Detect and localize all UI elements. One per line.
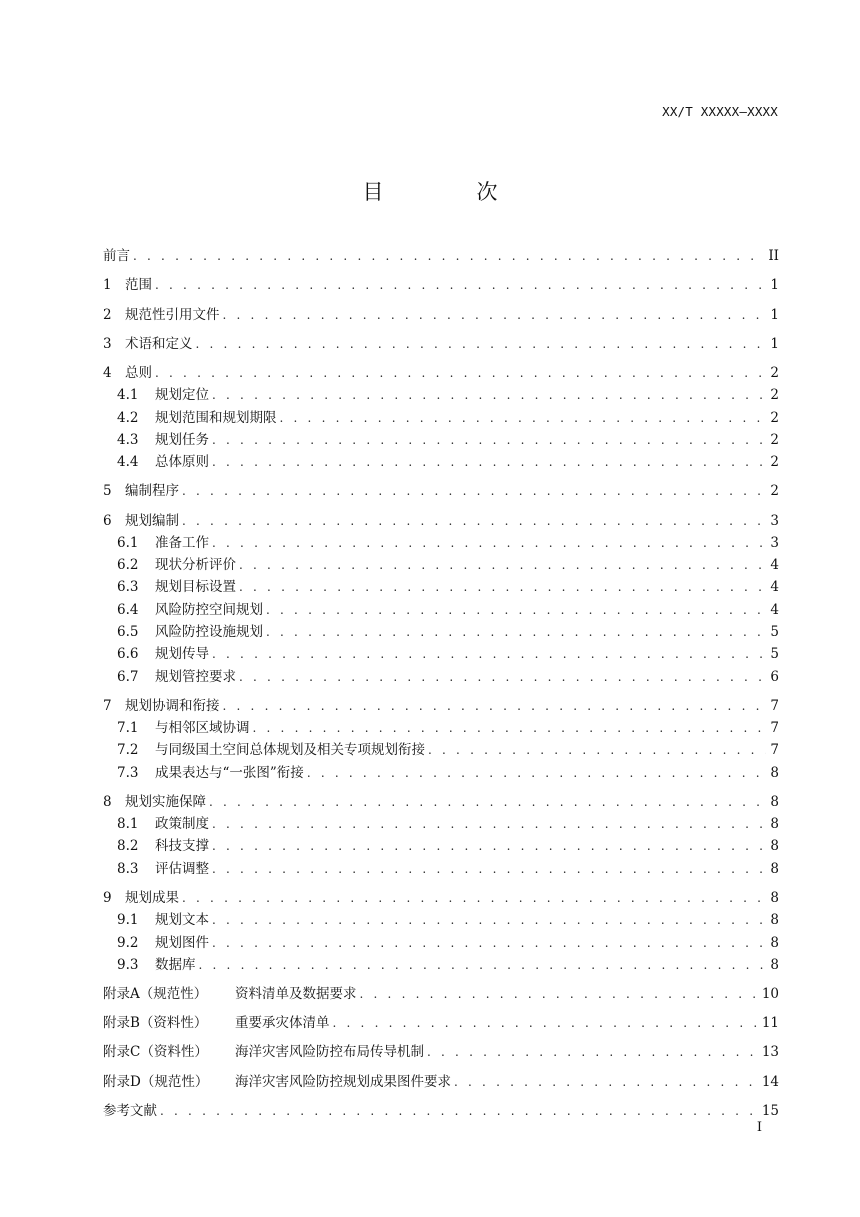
toc-entry-label: 规划定位 bbox=[155, 387, 209, 404]
toc-leader-dots bbox=[212, 431, 766, 449]
toc-entry-label: 范围 bbox=[125, 277, 152, 294]
toc-entry-page: 3 bbox=[770, 512, 779, 529]
toc-entry-label: 规划范围和规划期限 bbox=[155, 409, 277, 426]
toc-entry-page: 8 bbox=[770, 860, 779, 877]
toc-leader-dots bbox=[133, 247, 765, 265]
toc-entry-label: 风险防控空间规划 bbox=[155, 601, 263, 618]
toc-entry-label: 资料清单及数据要求 bbox=[235, 986, 357, 1002]
toc-entry-number: 6.2 bbox=[117, 557, 139, 574]
toc-leader-dots bbox=[239, 556, 766, 574]
toc-entry-number: 9 bbox=[103, 889, 112, 906]
toc-entry[interactable] bbox=[103, 294, 779, 323]
toc-entry-page: 8 bbox=[770, 956, 779, 973]
toc-entry-number: 4.1 bbox=[117, 387, 139, 404]
toc-entry-label: 规划成果 bbox=[125, 889, 179, 906]
toc-entry-number: 1 bbox=[103, 277, 112, 294]
toc-leader-dots bbox=[212, 911, 766, 929]
page-number: I bbox=[756, 1120, 762, 1135]
toc-entry-label: 规划任务 bbox=[155, 431, 209, 448]
toc-entry-page: 5 bbox=[770, 646, 779, 663]
toc-entry-page: 7 bbox=[770, 720, 779, 737]
toc-entry[interactable] bbox=[103, 596, 779, 618]
toc-entry-page: 11 bbox=[761, 1015, 779, 1032]
toc-entry-number: 6.6 bbox=[117, 646, 139, 663]
toc-leader-dots bbox=[239, 668, 766, 686]
toc-entry-label: 评估调整 bbox=[155, 860, 209, 877]
toc-entry[interactable] bbox=[103, 759, 779, 781]
toc-entry-label: 重要承灾体清单 bbox=[235, 1015, 330, 1032]
toc-entry[interactable] bbox=[103, 833, 779, 855]
toc-entry-number: 6.5 bbox=[117, 623, 139, 640]
toc-entry-label: 总体原则 bbox=[155, 454, 209, 471]
toc-entry[interactable] bbox=[103, 619, 779, 641]
toc-entry-page: 2 bbox=[770, 364, 779, 381]
toc-entry-number: 6.1 bbox=[117, 534, 139, 551]
toc-leader-dots bbox=[212, 453, 766, 471]
standard-code: XX/T XXXXX—XXXX bbox=[662, 104, 778, 119]
toc-entry-number: 8.1 bbox=[117, 816, 139, 833]
toc-entry-page: 1 bbox=[770, 335, 779, 352]
toc-leader-dots bbox=[212, 386, 766, 404]
toc-entry-page: 5 bbox=[770, 623, 779, 640]
toc-entry-label: 规划协调和衔接 bbox=[125, 697, 220, 714]
toc-entry[interactable] bbox=[103, 663, 779, 685]
toc-entry-number: 9.1 bbox=[117, 912, 139, 929]
toc-entry[interactable] bbox=[103, 811, 779, 833]
toc-entry-label: 规划目标设置 bbox=[155, 579, 236, 596]
toc-leader-dots bbox=[223, 697, 767, 715]
toc-entry-page: 4 bbox=[770, 601, 779, 618]
toc-entry-number: 7.3 bbox=[117, 764, 139, 781]
toc-entry-label: 编制程序 bbox=[125, 483, 179, 500]
toc-entry-label: 规划编制 bbox=[125, 512, 179, 529]
toc-entry[interactable] bbox=[103, 471, 779, 500]
toc-entry-page: 4 bbox=[770, 557, 779, 574]
toc-entry-page: 10 bbox=[761, 986, 779, 1002]
toc-entry[interactable] bbox=[103, 686, 779, 715]
toc-entry[interactable] bbox=[103, 552, 779, 574]
toc-entry-page: 8 bbox=[770, 889, 779, 906]
toc-leader-dots bbox=[360, 985, 759, 1003]
toc-leader-dots bbox=[223, 306, 767, 324]
toc-entry-label: 成果表达与“一张图”衔接 bbox=[155, 764, 304, 781]
toc-leader-dots bbox=[239, 578, 766, 596]
toc-entry-label: 规划文本 bbox=[155, 912, 209, 929]
toc-leader-dots bbox=[196, 335, 767, 353]
toc-leader-dots bbox=[307, 764, 766, 782]
toc-entry[interactable] bbox=[103, 1003, 779, 1032]
toc-entry-number: 8 bbox=[103, 793, 112, 810]
toc-entry-page: 2 bbox=[770, 431, 779, 448]
toc-entry-label: 规范性引用文件 bbox=[125, 306, 220, 323]
toc-entry-number: 8.3 bbox=[117, 860, 139, 877]
toc-entry-number: 附录C（资料性） bbox=[103, 1044, 208, 1061]
toc-entry-page: 8 bbox=[770, 764, 779, 781]
toc-entry-label: 规划传导 bbox=[155, 646, 209, 663]
toc-leader-dots bbox=[155, 364, 766, 382]
toc-entry[interactable] bbox=[103, 641, 779, 663]
toc-entry-number: 5 bbox=[103, 483, 112, 500]
toc-leader-dots bbox=[182, 512, 766, 530]
toc-entry[interactable] bbox=[103, 929, 779, 951]
toc-entry-number: 3 bbox=[103, 335, 112, 352]
toc-entry-page: 8 bbox=[770, 912, 779, 929]
toc-entry[interactable] bbox=[103, 1061, 779, 1090]
toc-entry-label: 参考文献 bbox=[103, 1102, 157, 1119]
toc-entry[interactable] bbox=[103, 1091, 779, 1120]
toc-leader-dots bbox=[209, 793, 766, 811]
toc-entry-page: 2 bbox=[770, 454, 779, 471]
toc-entry-number: 6.3 bbox=[117, 579, 139, 596]
toc-entry[interactable] bbox=[103, 427, 779, 449]
toc-entry[interactable] bbox=[103, 353, 779, 382]
toc-entry-number: 6 bbox=[103, 512, 112, 529]
toc-entry-page: 8 bbox=[770, 934, 779, 951]
toc-entry-number: 附录D（规范性） bbox=[103, 1073, 209, 1090]
toc-entry-page: 3 bbox=[770, 534, 779, 551]
toc-entry-page: 7 bbox=[770, 742, 779, 759]
toc-entry[interactable] bbox=[103, 449, 779, 471]
toc-entry-label: 与相邻区域协调 bbox=[155, 720, 250, 737]
toc-entry-number: 8.2 bbox=[117, 838, 139, 855]
toc-entry-number: 4.3 bbox=[117, 431, 139, 448]
toc-entry[interactable] bbox=[103, 382, 779, 404]
toc-entry-label: 科技支撑 bbox=[155, 838, 209, 855]
toc-entry-page: 2 bbox=[770, 483, 779, 500]
toc-entry-label: 现状分析评价 bbox=[155, 557, 236, 574]
toc-entry-label: 数据库 bbox=[155, 956, 196, 973]
toc-leader-dots bbox=[333, 1014, 759, 1032]
toc-entry-number: 9.2 bbox=[117, 934, 139, 951]
toc-entry-page: 14 bbox=[761, 1073, 779, 1090]
toc-entry-page: 6 bbox=[770, 668, 779, 685]
toc-entry-page: 7 bbox=[770, 697, 779, 714]
toc-entry[interactable] bbox=[103, 782, 779, 811]
toc-leader-dots bbox=[182, 889, 766, 907]
toc-entry-label: 政策制度 bbox=[155, 816, 209, 833]
toc-leader-dots bbox=[155, 276, 766, 294]
toc-entry[interactable] bbox=[103, 574, 779, 596]
toc-entry[interactable] bbox=[103, 907, 779, 929]
toc-entry-page: 2 bbox=[770, 409, 779, 426]
toc-entry[interactable] bbox=[103, 265, 779, 294]
toc-entry-number: 7 bbox=[103, 697, 112, 714]
toc-entry-label: 海洋灾害风险防控规划成果图件要求 bbox=[235, 1073, 451, 1090]
toc-leader-dots bbox=[428, 741, 766, 759]
toc-entry-page: 8 bbox=[770, 838, 779, 855]
toc-entry-number: 6.4 bbox=[117, 601, 139, 618]
toc-leader-dots bbox=[454, 1073, 759, 1091]
toc-leader-dots bbox=[199, 956, 767, 974]
toc-leader-dots bbox=[160, 1102, 759, 1120]
toc-entry[interactable] bbox=[103, 530, 779, 552]
toc-entry-page: 8 bbox=[770, 793, 779, 810]
toc-entry-label: 海洋灾害风险防控布局传导机制 bbox=[235, 1044, 424, 1061]
toc-leader-dots bbox=[212, 934, 766, 952]
toc-entry-page: 13 bbox=[761, 1044, 779, 1061]
toc-leader-dots bbox=[253, 719, 767, 737]
toc-leader-dots bbox=[212, 860, 766, 878]
toc-entry-number: 6.7 bbox=[117, 668, 139, 685]
toc-leader-dots bbox=[212, 534, 766, 552]
toc-entry[interactable] bbox=[103, 1032, 779, 1061]
toc-leader-dots bbox=[212, 837, 766, 855]
toc-entry[interactable] bbox=[103, 324, 779, 353]
toc-entry[interactable] bbox=[103, 500, 779, 529]
toc-entry-label: 总则 bbox=[125, 364, 152, 381]
toc-entry-number: 2 bbox=[103, 306, 112, 323]
toc-entry[interactable] bbox=[103, 974, 779, 1003]
toc-entry-page: 1 bbox=[770, 277, 779, 294]
toc-entry-label: 风险防控设施规划 bbox=[155, 623, 263, 640]
toc-entry[interactable] bbox=[103, 855, 779, 877]
toc-entry-label: 规划实施保障 bbox=[125, 793, 206, 810]
toc-entry[interactable] bbox=[103, 878, 779, 907]
toc-entry-number: 4.4 bbox=[117, 454, 139, 471]
toc-entry-label: 规划图件 bbox=[155, 934, 209, 951]
toc-leader-dots bbox=[280, 409, 767, 427]
toc-leader-dots bbox=[212, 815, 766, 833]
toc-entry-number: 9.3 bbox=[117, 956, 139, 973]
toc-entry-number: 4.2 bbox=[117, 409, 139, 426]
toc-leader-dots bbox=[212, 645, 766, 663]
toc-entry-label: 术语和定义 bbox=[125, 335, 193, 352]
toc-entry-number: 4 bbox=[103, 364, 112, 381]
toc-entry[interactable] bbox=[103, 952, 779, 974]
toc-leader-dots bbox=[427, 1043, 759, 1061]
toc-leader-dots bbox=[266, 601, 766, 619]
toc-entry-page: 15 bbox=[761, 1102, 779, 1119]
toc-entry[interactable] bbox=[103, 737, 779, 759]
toc-entry-page: 4 bbox=[770, 579, 779, 596]
toc-entry-number: 7.1 bbox=[117, 720, 139, 737]
toc-entry-page: 8 bbox=[770, 816, 779, 833]
toc-entry-number: 附录A（规范性） bbox=[103, 986, 208, 1002]
toc-entry-label: 前言 bbox=[103, 248, 130, 265]
toc-leader-dots bbox=[182, 482, 766, 500]
toc-entry[interactable] bbox=[103, 715, 779, 737]
table-of-contents bbox=[103, 236, 779, 1120]
toc-title: 目 次 bbox=[362, 180, 534, 204]
toc-entry-number: 7.2 bbox=[117, 742, 139, 759]
toc-entry-label: 规划管控要求 bbox=[155, 668, 236, 685]
toc-entry-label: 准备工作 bbox=[155, 534, 209, 551]
toc-entry-page: II bbox=[768, 248, 779, 265]
toc-entry-page: 1 bbox=[770, 306, 779, 323]
toc-leader-dots bbox=[266, 623, 766, 641]
toc-entry-label: 与同级国土空间总体规划及相关专项规划衔接 bbox=[155, 742, 425, 759]
toc-entry[interactable] bbox=[103, 236, 779, 265]
toc-entry-page: 2 bbox=[770, 387, 779, 404]
toc-entry[interactable] bbox=[103, 404, 779, 426]
toc-entry-number: 附录B（资料性） bbox=[103, 1015, 208, 1032]
